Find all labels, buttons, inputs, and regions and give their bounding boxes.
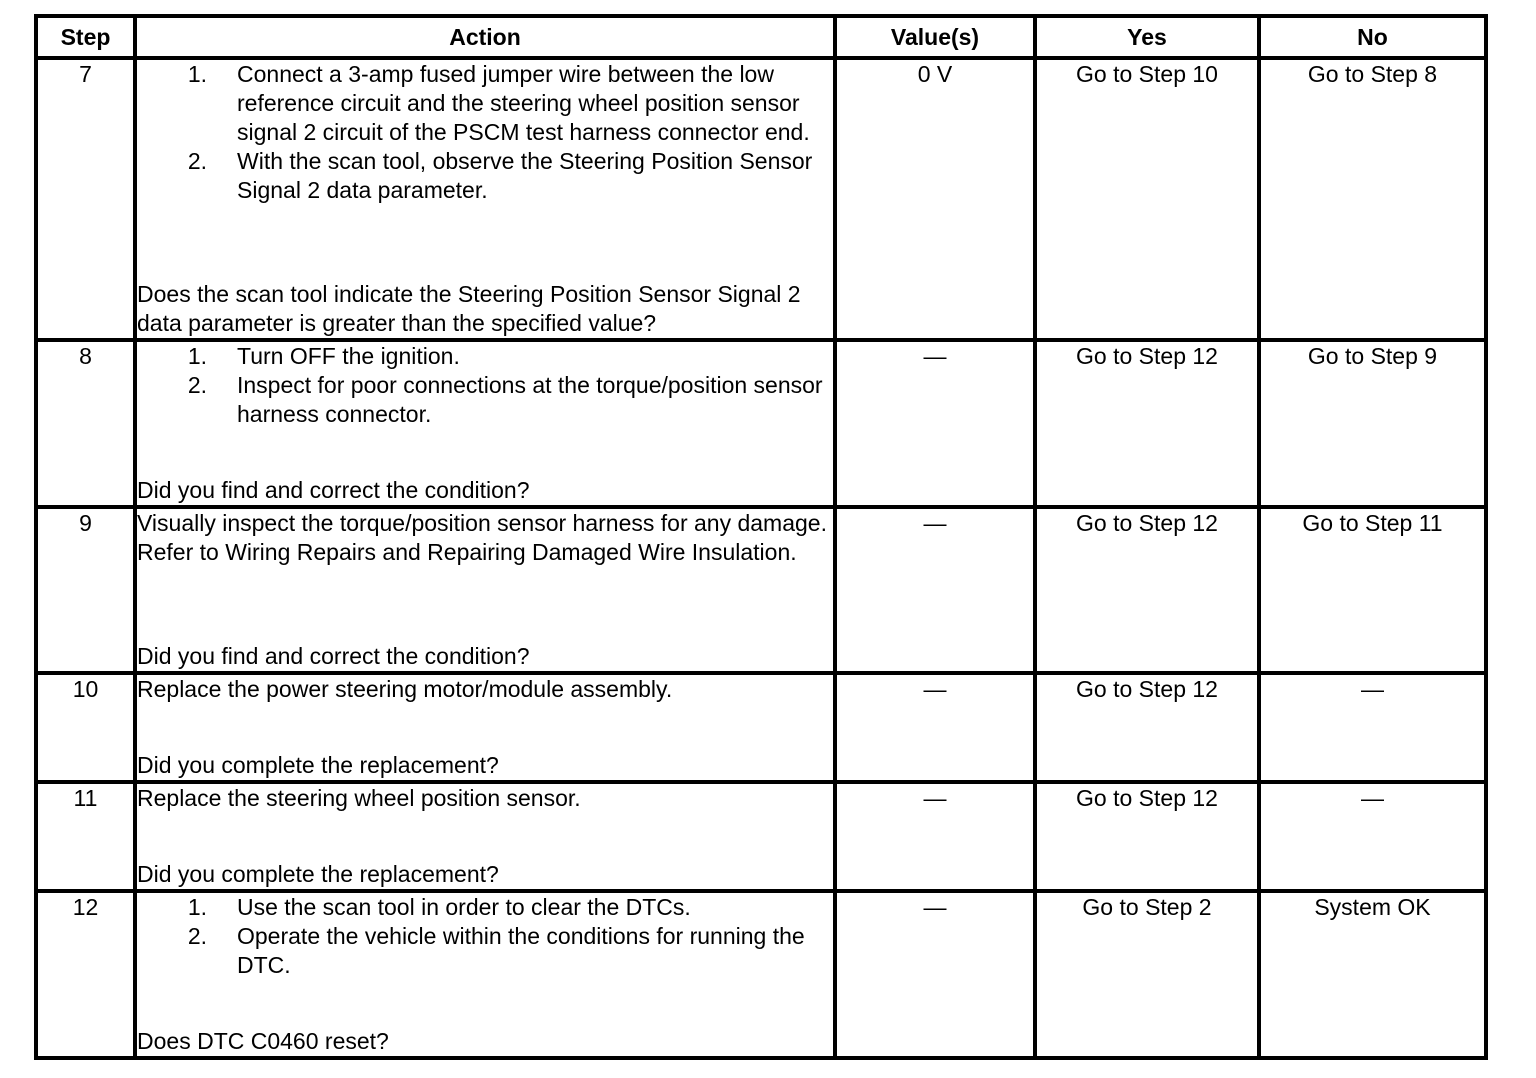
step-text: Inspect for poor connections at the torque/position sensor harness connector. [237,372,823,427]
action-question: Does DTC C0460 reset? [137,1028,389,1054]
table-row [36,891,1486,1058]
no-cell: — [1259,673,1486,782]
yes-cell: Go to Step 12 [1035,782,1259,891]
step-number: 11 [36,782,135,891]
action-question: Did you find and correct the condition? [137,477,530,503]
header-action: Action [135,16,835,58]
yes-cell: Go to Step 12 [1035,340,1259,507]
list-item: 2. Inspect for poor connections at the torque/position sensor harness connector. [137,371,833,429]
value-cell: — [835,673,1035,782]
diagnostic-table [34,14,1488,1060]
action-cell [135,891,835,1058]
list-item: 1. Use the scan tool in order to clear the DTCs. [137,893,833,922]
action-question: Did you find and correct the condition? [137,643,530,669]
action-instruction: Replace the steering wheel position sensor. [137,785,581,811]
table-row [36,673,1486,782]
list-item: 2. With the scan tool, observe the Steering Position Sensor Signal 2 data parameter. [137,147,833,205]
header-step: Step [36,16,135,58]
action-cell [135,782,835,891]
step-text: Operate the vehicle within the conditions for running the DTC. [237,923,805,978]
header-yes: Yes [1035,16,1259,58]
step-number: 7 [36,58,135,340]
step-number: 10 [36,673,135,782]
table-row [36,782,1486,891]
header-row [36,16,1486,58]
no-cell: Go to Step 8 [1259,58,1486,340]
table-row [36,507,1486,673]
action-cell [135,340,835,507]
step-text: With the scan tool, observe the Steering Position Sensor Signal 2 data parameter. [237,148,813,203]
no-cell: — [1259,782,1486,891]
list-item: 2. Operate the vehicle within the conditions for running the DTC. [137,922,833,980]
action-steps [137,60,833,205]
yes-cell: Go to Step 12 [1035,673,1259,782]
step-number: 8 [36,340,135,507]
header-value: Value(s) [835,16,1035,58]
yes-cell: Go to Step 10 [1035,58,1259,340]
value-cell: — [835,782,1035,891]
yes-cell: Go to Step 2 [1035,891,1259,1058]
step-text: Connect a 3-amp fused jumper wire between the low reference circuit and the steering wheel position sensor signal 2 circuit of the PSCM test harness connector end. [237,61,810,145]
action-question: Does the scan tool indicate the Steering Position Sensor Signal 2 data parameter is greater than the specified value? [137,281,801,336]
no-cell: Go to Step 9 [1259,340,1486,507]
step-number: 12 [36,891,135,1058]
action-cell [135,507,835,673]
action-cell [135,58,835,340]
action-instruction: Visually inspect the torque/position sensor harness for any damage. Refer to Wiring Repairs and Repairing Damaged Wire Insulation. [137,510,827,565]
value-cell: — [835,891,1035,1058]
step-text: Turn OFF the ignition. [237,343,460,369]
no-cell: System OK [1259,891,1486,1058]
list-item: 1. Connect a 3-amp fused jumper wire between the low reference circuit and the steering wheel position sensor signal 2 circuit of the PSCM test harness connector end. [137,60,833,147]
header-no: No [1259,16,1486,58]
action-instruction: Replace the power steering motor/module assembly. [137,676,673,702]
no-cell: Go to Step 11 [1259,507,1486,673]
list-item: 1. Turn OFF the ignition. [137,342,833,371]
action-question: Did you complete the replacement? [137,752,499,778]
yes-cell: Go to Step 12 [1035,507,1259,673]
action-steps [137,342,833,429]
table-row [36,58,1486,340]
table-row [36,340,1486,507]
action-question: Did you complete the replacement? [137,861,499,887]
action-cell [135,673,835,782]
action-steps [137,893,833,980]
value-cell: — [835,507,1035,673]
value-cell: — [835,340,1035,507]
value-cell: 0 V [835,58,1035,340]
step-text: Use the scan tool in order to clear the DTCs. [237,894,691,920]
step-number: 9 [36,507,135,673]
